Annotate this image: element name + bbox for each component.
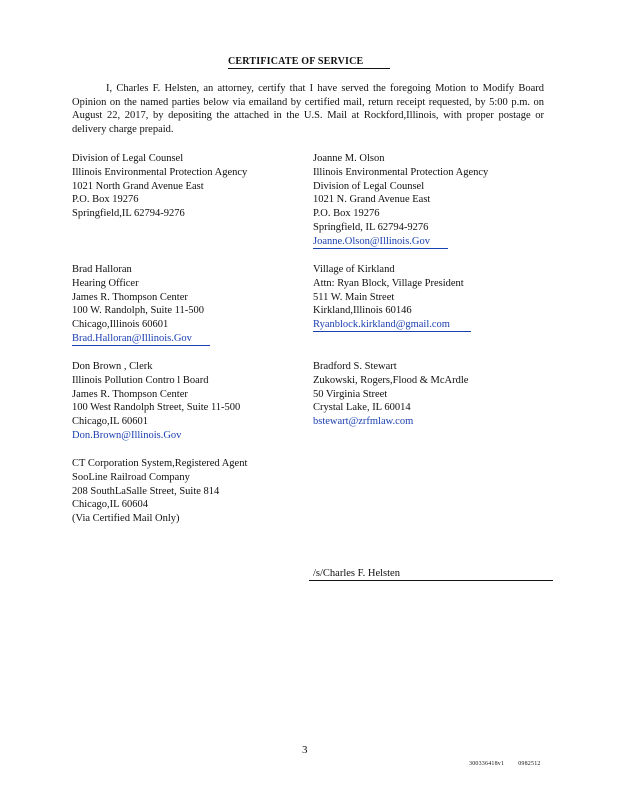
- recipient-legal-counsel: [72, 152, 247, 221]
- address-line: Illinois Pollution Contro l Board: [72, 374, 209, 386]
- address-line: 208 SouthLaSalle Street, Suite 814: [72, 485, 220, 497]
- address-line: P.O. Box 19276: [313, 208, 380, 220]
- address-line: Don Brown , Clerk: [72, 361, 153, 372]
- document-id: [469, 761, 541, 767]
- address-line: Zukowski, Rogers,Flood & McArdle: [313, 374, 469, 386]
- address-line: Illinois Environmental Protection Agency: [313, 166, 489, 178]
- address-line: Division of Legal Counsel: [72, 153, 184, 164]
- address-line: Chicago,IL 60601: [72, 416, 149, 428]
- address-line: James R. Thompson Center: [72, 291, 188, 303]
- address-line: Bradford S. Stewart: [313, 361, 397, 372]
- address-line: Division of Legal Counsel: [313, 180, 425, 192]
- address-line: 1021 N. Grand Avenue East: [313, 194, 431, 206]
- address-line: Village of Kirkland: [313, 264, 395, 275]
- document-title: CERTIFICATE OF SERVICE: [228, 56, 390, 69]
- recipient-halloran: [72, 263, 210, 346]
- address-line: P.O. Box 19276: [72, 194, 139, 206]
- address-line: Kirkland,Illinois 60146: [313, 305, 412, 317]
- address-line: 50 Virginia Street: [313, 388, 388, 400]
- address-line: Hearing Officer: [72, 277, 139, 289]
- email-link-halloran[interactable]: Brad.Halloran@Illinois.Gov: [72, 333, 210, 346]
- address-line: Brad Halloran: [72, 264, 132, 275]
- certification-text: I, Charles F. Helsten, an attorney, certify that I have served the foregoing Motion to Modify Board Opinion on the named parties below via emailand by certified mail, return receipt requested, by 5:00 p.m. on August 22, 2017, by depositing the attached in the U.S. Mail at Rockford,Illinois, with proper postage or delivery charge prepaid.: [72, 83, 544, 136]
- address-line: Chicago,IL 60604: [72, 499, 149, 511]
- address-line: SooLine Railroad Company: [72, 471, 190, 483]
- recipient-stewart: [313, 360, 468, 429]
- address-line: Joanne M. Olson: [313, 153, 385, 164]
- document-number: 300336418v1: [469, 761, 505, 767]
- page-number: 3: [302, 744, 308, 756]
- address-line: Crystal Lake, IL 60014: [313, 402, 411, 414]
- address-line: Springfield, IL 62794-9276: [313, 221, 429, 233]
- recipient-ct-corporation: [72, 457, 247, 526]
- email-link-olson[interactable]: Joanne.Olson@Illinois.Gov: [313, 236, 448, 249]
- address-line: 511 W. Main Street: [313, 291, 395, 303]
- recipient-olson: [313, 152, 488, 249]
- address-line: 1021 North Grand Avenue East: [72, 180, 204, 192]
- address-line: CT Corporation System,Registered Agent: [72, 458, 248, 469]
- address-line: 100 W. Randolph, Suite 11-500: [72, 305, 205, 317]
- address-line: James R. Thompson Center: [72, 388, 188, 400]
- recipient-brown: [72, 360, 240, 443]
- signature-line: /s/Charles F. Helsten: [309, 568, 553, 581]
- recipient-kirkland: [313, 263, 471, 332]
- address-line: Springfield,IL 62794-9276: [72, 208, 185, 220]
- email-link-kirkland[interactable]: Ryanblock.kirkland@gmail.com: [313, 319, 471, 332]
- email-link-stewart[interactable]: bstewart@zrfmlaw.com: [313, 416, 414, 428]
- address-line: 100 West Randolph Street, Suite 11-500: [72, 402, 241, 414]
- address-line: Chicago,Illinois 60601: [72, 319, 169, 331]
- address-line: (Via Certified Mail Only): [72, 513, 180, 525]
- address-line: Attn: Ryan Block, Village President: [313, 277, 464, 289]
- email-link-brown[interactable]: Don.Brown@Illinois.Gov: [72, 429, 182, 441]
- certification-paragraph: [72, 82, 544, 137]
- document-code: 0982512: [518, 761, 541, 767]
- address-line: Illinois Environmental Protection Agency: [72, 166, 248, 178]
